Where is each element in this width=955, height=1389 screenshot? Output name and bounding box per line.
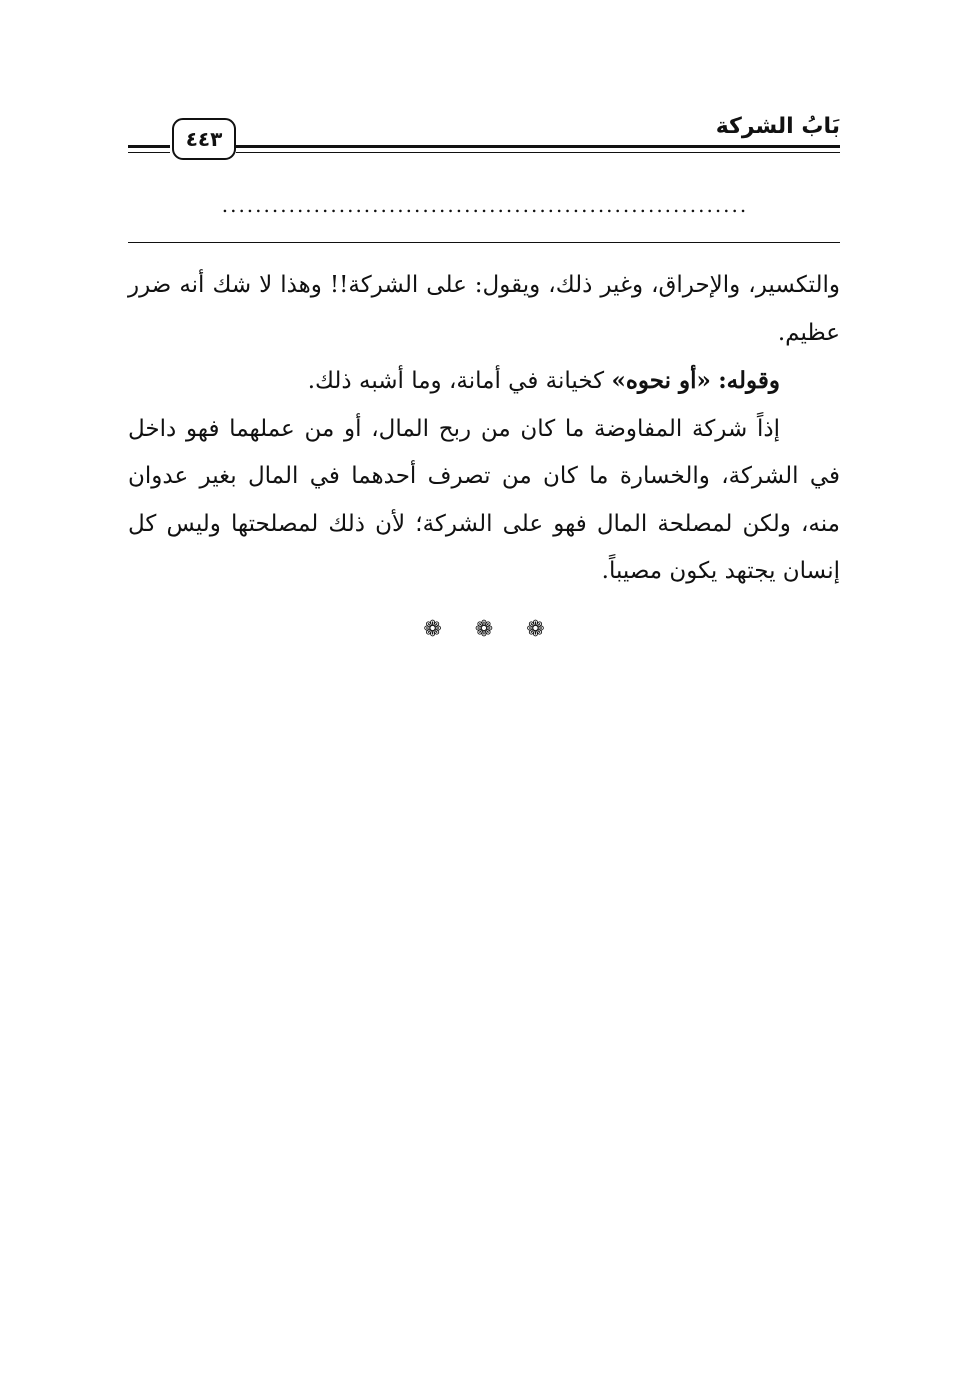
paragraph-2: [128, 357, 840, 406]
paragraph-2-rest: كخيانة في أمانة، وما أشبه ذلك.: [307, 368, 605, 394]
paragraph-3: إذاً شركة المفاوضة ما كان من ربح المال، أو من عملهما فهو داخل في الشركة، والخسارة ما كان من تصرف أحدهما في المال بغير عدوان منه، ولكن لمصلحة المال فهو على الشركة؛ لأن ذلك لمصلحتها وليس كل إنسان يجتهد يكون مصيباً.: [128, 415, 840, 584]
ornament-divider: ❁ ❁ ❁: [423, 617, 545, 642]
chapter-title: بَابُ الشركة: [715, 114, 840, 139]
page-number: ٤٤٣: [172, 118, 236, 160]
paragraph-2-quote: «أو نحوه»: [611, 367, 711, 394]
paragraph-1: والتكسير، والإحراق، وغير ذلك، ويقول: على الشركة!! وهذا لا شك أنه ضرر عظيم.: [128, 272, 840, 346]
header-rule-left: [128, 145, 170, 153]
paragraph-2-lead: وقوله:: [718, 367, 780, 394]
page-header: [128, 108, 840, 160]
separator-line: [128, 242, 840, 243]
dotted-line: ...............................................................: [221, 195, 749, 215]
header-rule-right: [236, 145, 840, 153]
body-text: [128, 262, 840, 596]
